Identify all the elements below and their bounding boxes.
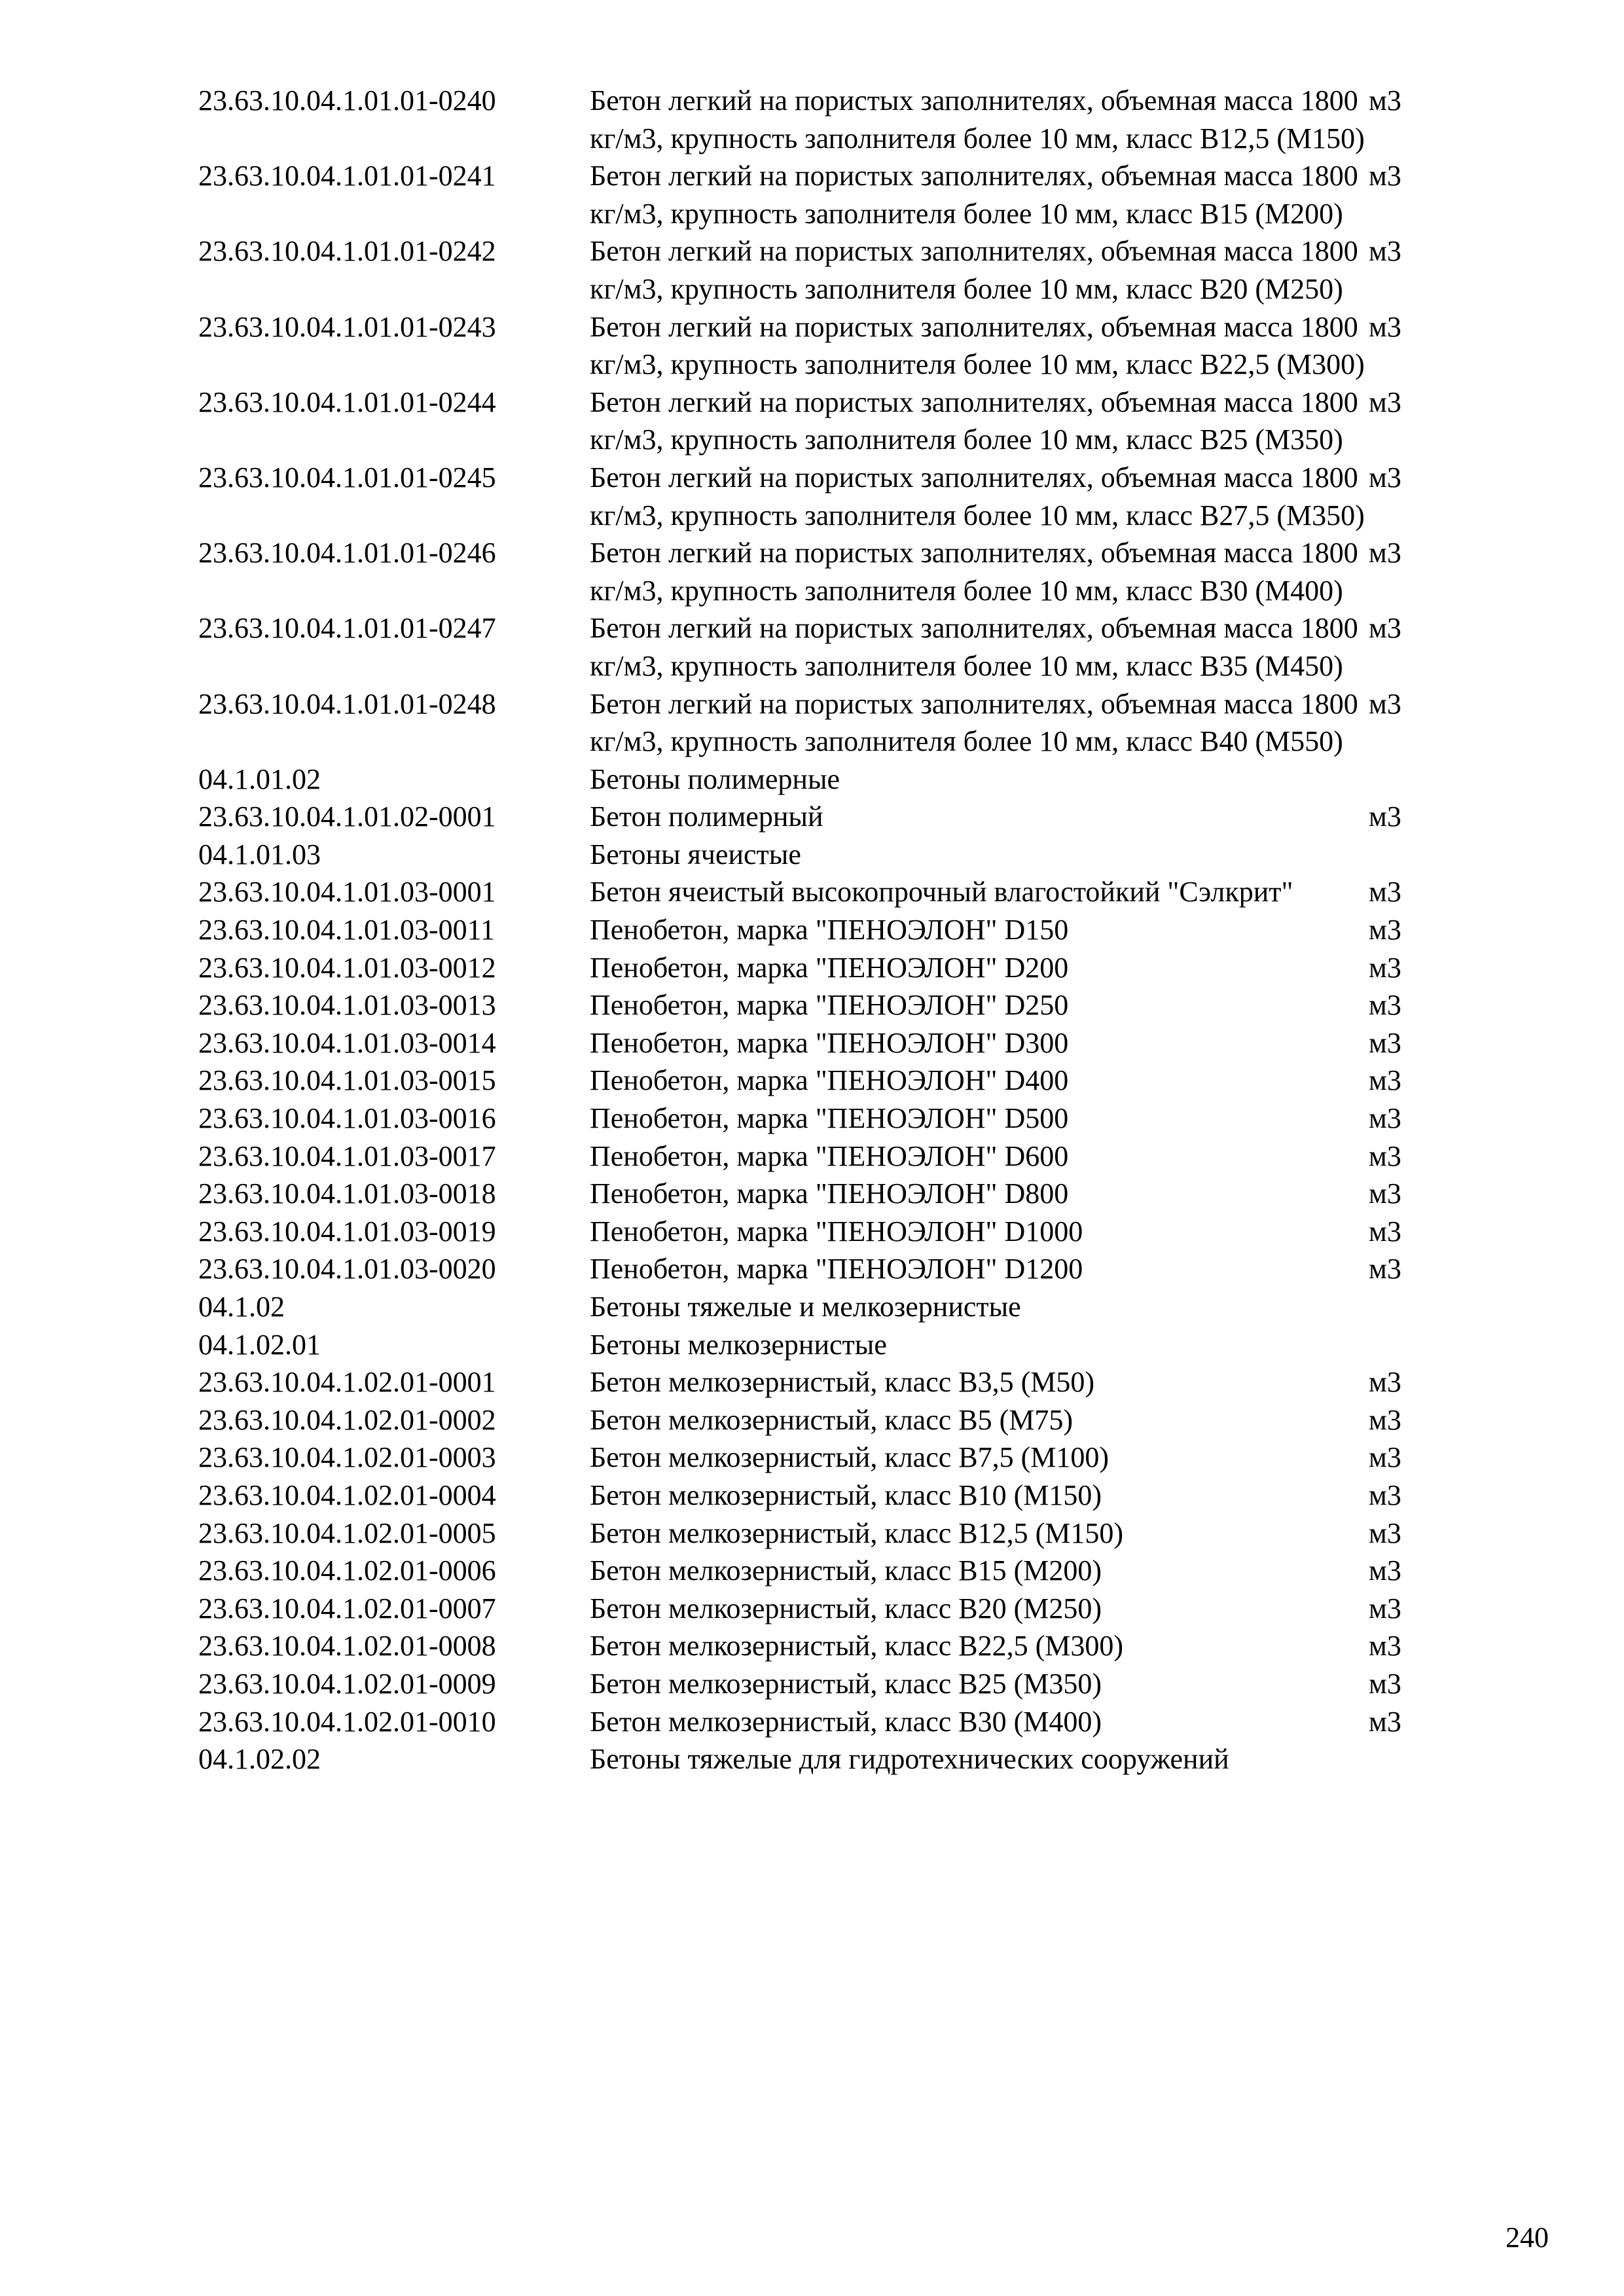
unit-of-measure: м3 — [1369, 386, 1401, 418]
resource-name: Бетон легкий на пористых заполнителях, объемная масса 1800 кг/м3, крупность заполнителя более 10 мм, класс В12,5 (М150) — [590, 84, 1365, 154]
table-row — [198, 1062, 1449, 1100]
table-row — [198, 157, 1449, 232]
resource-code: 23.63.10.04.1.01.03-0015 — [198, 1064, 496, 1097]
resource-name: Бетон мелкозернистый, класс В12,5 (М150) — [590, 1516, 1124, 1549]
resource-name: Бетон мелкозернистый, класс В7,5 (М100) — [590, 1441, 1110, 1474]
unit-of-measure: м3 — [1369, 989, 1401, 1022]
table-row — [198, 1590, 1449, 1628]
resource-code: 23.63.10.04.1.01.03-0020 — [198, 1253, 496, 1285]
resource-name: Пенобетон, марка "ПЕНОЭЛОН" D500 — [590, 1102, 1069, 1135]
resource-code: 04.1.02.01 — [198, 1328, 321, 1361]
unit-of-measure: м3 — [1369, 1516, 1401, 1549]
resource-code: 23.63.10.04.1.01.01-0242 — [198, 235, 496, 268]
table-row — [198, 232, 1449, 308]
resource-code: 23.63.10.04.1.02.01-0006 — [198, 1554, 496, 1587]
unit-of-measure: м3 — [1369, 160, 1401, 192]
resource-name: Бетоны мелкозернистые — [590, 1328, 887, 1361]
resource-name: Бетон легкий на пористых заполнителях, объемная масса 1800 кг/м3, крупность заполнителя более 10 мм, класс В27,5 (М350) — [590, 461, 1365, 531]
resource-name: Бетон мелкозернистый, класс В22,5 (М300) — [590, 1630, 1124, 1662]
table-row — [198, 911, 1449, 949]
unit-of-measure: м3 — [1369, 1592, 1401, 1624]
resource-code: 23.63.10.04.1.02.01-0003 — [198, 1441, 496, 1474]
unit-of-measure: м3 — [1369, 1253, 1401, 1285]
resource-code: 23.63.10.04.1.01.03-0011 — [198, 914, 496, 946]
resource-name: Пенобетон, марка "ПЕНОЭЛОН" D800 — [590, 1177, 1069, 1210]
resource-name: Бетон легкий на пористых заполнителях, объемная масса 1800 кг/м3, крупность заполнителя более 10 мм, класс В40 (М550) — [590, 687, 1358, 758]
resource-name: Бетон мелкозернистый, класс В25 (М350) — [590, 1667, 1102, 1700]
unit-of-measure: м3 — [1369, 235, 1401, 268]
resource-table — [198, 82, 1449, 1778]
unit-of-measure: м3 — [1369, 1366, 1401, 1399]
resource-name: Бетон легкий на пористых заполнителях, объемная масса 1800 кг/м3, крупность заполнителя более 10 мм, класс В30 (М400) — [590, 537, 1358, 607]
resource-name: Пенобетон, марка "ПЕНОЭЛОН" D250 — [590, 989, 1069, 1022]
resource-code: 23.63.10.04.1.02.01-0004 — [198, 1479, 496, 1511]
resource-code: 04.1.02 — [198, 1291, 285, 1323]
resource-code: 23.63.10.04.1.01.01-0245 — [198, 461, 496, 493]
table-row — [198, 873, 1449, 911]
unit-of-measure: м3 — [1369, 687, 1401, 720]
unit-of-measure: м3 — [1369, 1102, 1401, 1135]
unit-of-measure: м3 — [1369, 1667, 1401, 1700]
resource-code: 23.63.10.04.1.01.01-0241 — [198, 160, 496, 192]
unit-of-measure: м3 — [1369, 1403, 1401, 1436]
unit-of-measure: м3 — [1369, 537, 1401, 569]
resource-name: Пенобетон, марка "ПЕНОЭЛОН" D400 — [590, 1064, 1069, 1097]
table-row — [198, 1627, 1449, 1665]
resource-name: Пенобетон, марка "ПЕНОЭЛОН" D600 — [590, 1139, 1069, 1172]
table-row — [198, 1552, 1449, 1590]
unit-of-measure: м3 — [1369, 1026, 1401, 1059]
table-row — [198, 1250, 1449, 1288]
resource-name: Пенобетон, марка "ПЕНОЭЛОН" D150 — [590, 914, 1069, 946]
unit-of-measure — [1369, 1288, 1447, 1326]
section-heading-row — [198, 836, 1449, 874]
unit-of-measure: м3 — [1369, 1479, 1401, 1511]
resource-name: Бетоны тяжелые для гидротехнических сооружений — [590, 1743, 1229, 1776]
resource-code: 23.63.10.04.1.02.01-0008 — [198, 1630, 496, 1662]
resource-code: 04.1.01.03 — [198, 838, 321, 870]
resource-name: Бетоны полимерные — [590, 762, 840, 795]
resource-code: 23.63.10.04.1.01.03-0017 — [198, 1139, 496, 1172]
unit-of-measure: м3 — [1369, 1630, 1401, 1662]
section-heading-row — [198, 1288, 1449, 1326]
resource-name: Бетон легкий на пористых заполнителях, объемная масса 1800 кг/м3, крупность заполнителя более 10 мм, класс В35 (М450) — [590, 612, 1358, 682]
table-row — [198, 685, 1449, 761]
resource-code: 23.63.10.04.1.01.03-0014 — [198, 1026, 496, 1059]
unit-of-measure — [1369, 1326, 1447, 1364]
resource-name: Бетон мелкозернистый, класс В15 (М200) — [590, 1554, 1102, 1587]
page-number: 240 — [1506, 2221, 1549, 2253]
resource-code: 23.63.10.04.1.01.03-0018 — [198, 1177, 496, 1210]
resource-code: 23.63.10.04.1.02.01-0002 — [198, 1403, 496, 1436]
unit-of-measure: м3 — [1369, 1554, 1401, 1587]
table-row — [198, 1665, 1449, 1703]
unit-of-measure: м3 — [1369, 951, 1401, 984]
table-row — [198, 949, 1449, 987]
resource-name: Пенобетон, марка "ПЕНОЭЛОН" D1200 — [590, 1253, 1083, 1285]
resource-name: Пенобетон, марка "ПЕНОЭЛОН" D1000 — [590, 1215, 1083, 1247]
unit-of-measure: м3 — [1369, 1215, 1401, 1247]
unit-of-measure: м3 — [1369, 876, 1401, 908]
table-row — [198, 1175, 1449, 1213]
unit-of-measure: м3 — [1369, 800, 1401, 833]
resource-name: Бетон легкий на пористых заполнителях, объемная масса 1800 кг/м3, крупность заполнителя более 10 мм, класс В20 (М250) — [590, 235, 1358, 305]
unit-of-measure: м3 — [1369, 84, 1401, 117]
resource-code: 23.63.10.04.1.02.01-0005 — [198, 1516, 496, 1549]
table-row — [198, 1703, 1449, 1741]
resource-code: 23.63.10.04.1.01.01-0247 — [198, 612, 496, 645]
resource-code: 23.63.10.04.1.02.01-0007 — [198, 1592, 496, 1624]
unit-of-measure — [1369, 1740, 1447, 1778]
unit-of-measure — [1369, 836, 1447, 874]
unit-of-measure: м3 — [1369, 1177, 1401, 1210]
resource-code: 23.63.10.04.1.01.01-0248 — [198, 687, 496, 720]
resource-code: 23.63.10.04.1.02.01-0001 — [198, 1366, 496, 1399]
resource-name: Пенобетон, марка "ПЕНОЭЛОН" D200 — [590, 951, 1069, 984]
resource-name: Бетон легкий на пористых заполнителях, объемная масса 1800 кг/м3, крупность заполнителя более 10 мм, класс В25 (М350) — [590, 386, 1358, 456]
table-row — [198, 1363, 1449, 1401]
resource-code: 23.63.10.04.1.01.03-0013 — [198, 989, 496, 1022]
section-heading-row — [198, 761, 1449, 798]
resource-code: 23.63.10.04.1.01.03-0016 — [198, 1102, 496, 1135]
table-row — [198, 609, 1449, 685]
table-row — [198, 308, 1449, 384]
unit-of-measure: м3 — [1369, 612, 1401, 645]
unit-of-measure: м3 — [1369, 914, 1401, 946]
table-row — [198, 986, 1449, 1024]
resource-code: 04.1.01.02 — [198, 762, 321, 795]
resource-code: 23.63.10.04.1.01.01-0244 — [198, 386, 496, 418]
table-row — [198, 1138, 1449, 1175]
resource-code: 23.63.10.04.1.01.03-0019 — [198, 1215, 496, 1247]
table-row — [198, 1515, 1449, 1552]
resource-name: Бетон мелкозернистый, класс В3,5 (М50) — [590, 1366, 1095, 1399]
resource-name: Бетон легкий на пористых заполнителях, объемная масса 1800 кг/м3, крупность заполнителя более 10 мм, класс В15 (М200) — [590, 160, 1358, 230]
table-row — [198, 1213, 1449, 1251]
resource-code: 04.1.02.02 — [198, 1743, 321, 1776]
resource-name: Пенобетон, марка "ПЕНОЭЛОН" D300 — [590, 1026, 1069, 1059]
section-heading-row — [198, 1740, 1449, 1778]
unit-of-measure: м3 — [1369, 310, 1401, 343]
table-row — [198, 534, 1449, 609]
section-heading-row — [198, 1326, 1449, 1364]
resource-code: 23.63.10.04.1.01.01-0246 — [198, 537, 496, 569]
resource-name: Бетон полимерный — [590, 800, 823, 833]
table-row — [198, 1100, 1449, 1138]
resource-name: Бетон легкий на пористых заполнителях, объемная масса 1800 кг/м3, крупность заполнителя более 10 мм, класс В22,5 (М300) — [590, 310, 1365, 381]
resource-name: Бетон мелкозернистый, класс В30 (М400) — [590, 1705, 1102, 1738]
resource-code: 23.63.10.04.1.02.01-0010 — [198, 1705, 496, 1738]
table-row — [198, 459, 1449, 534]
unit-of-measure: м3 — [1369, 461, 1401, 493]
resource-code: 23.63.10.04.1.01.01-0243 — [198, 310, 496, 343]
resource-name: Бетон ячеистый высокопрочный влагостойкий "Сэлкрит" — [590, 876, 1293, 908]
table-row — [198, 1401, 1449, 1439]
unit-of-measure: м3 — [1369, 1064, 1401, 1097]
resource-name: Бетон мелкозернистый, класс В20 (М250) — [590, 1592, 1102, 1624]
resource-code: 23.63.10.04.1.01.03-0012 — [198, 951, 496, 984]
unit-of-measure: м3 — [1369, 1139, 1401, 1172]
resource-code: 23.63.10.04.1.02.01-0009 — [198, 1667, 496, 1700]
unit-of-measure — [1369, 761, 1447, 798]
resource-code: 23.63.10.04.1.01.02-0001 — [198, 800, 496, 833]
unit-of-measure: м3 — [1369, 1441, 1401, 1474]
resource-name: Бетон мелкозернистый, класс В10 (М150) — [590, 1479, 1102, 1511]
table-row — [198, 82, 1449, 157]
resource-code: 23.63.10.04.1.01.01-0240 — [198, 84, 496, 117]
resource-name: Бетоны ячеистые — [590, 838, 801, 870]
table-row — [198, 1477, 1449, 1515]
resource-name: Бетон мелкозернистый, класс В5 (М75) — [590, 1403, 1074, 1436]
unit-of-measure: м3 — [1369, 1705, 1401, 1738]
table-row — [198, 1439, 1449, 1477]
table-row — [198, 1024, 1449, 1062]
resource-code: 23.63.10.04.1.01.03-0001 — [198, 876, 496, 908]
resource-name: Бетоны тяжелые и мелкозернистые — [590, 1291, 1021, 1323]
table-row — [198, 384, 1449, 459]
table-row — [198, 798, 1449, 836]
